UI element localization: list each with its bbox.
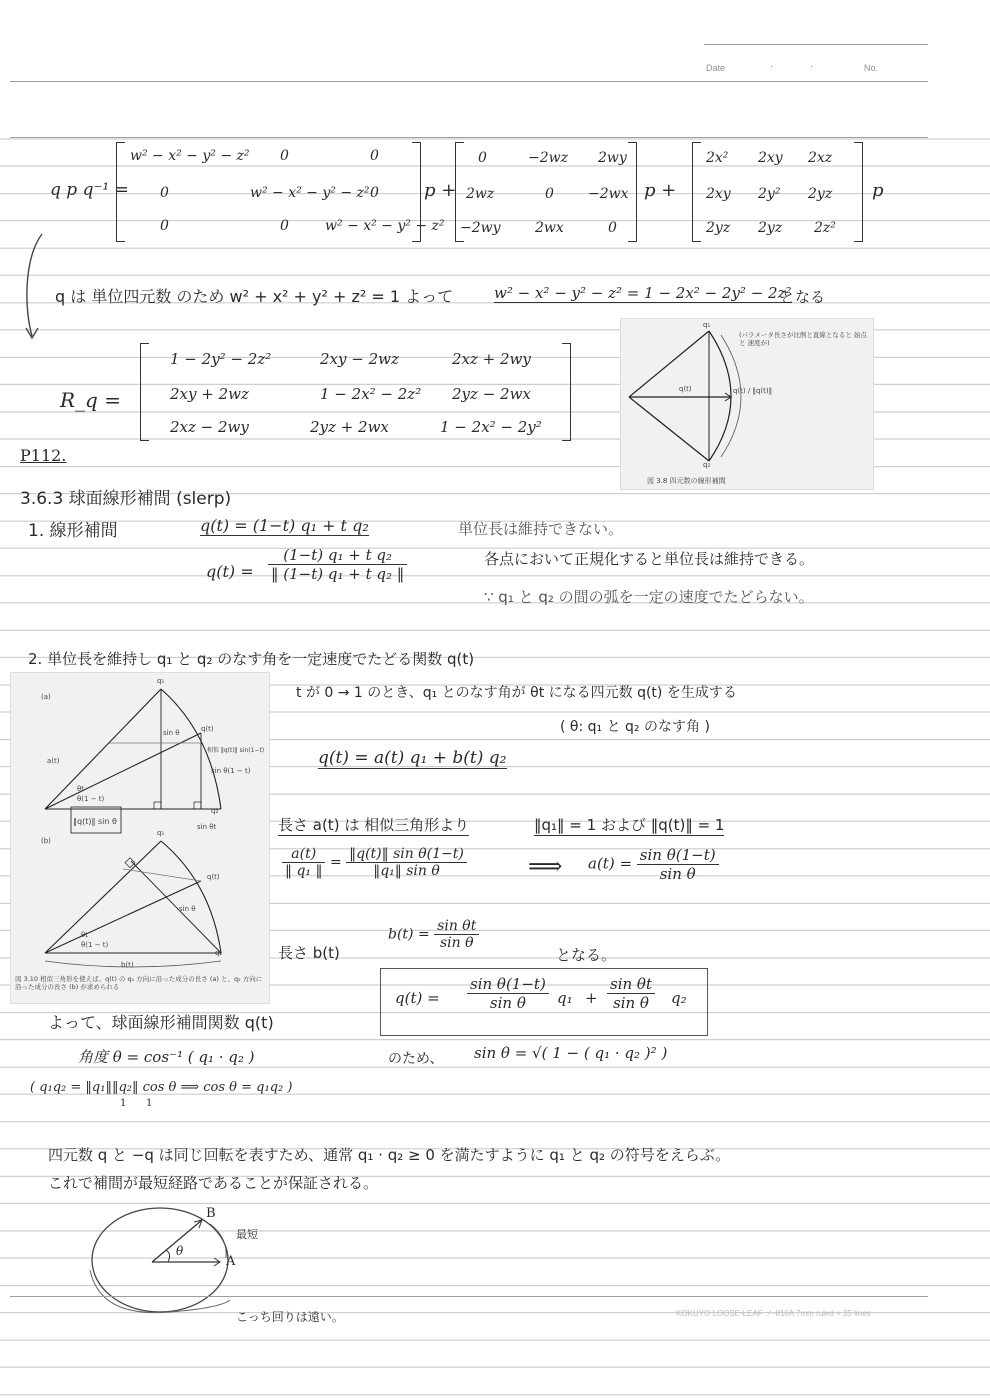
m3-cell: 2x² (706, 150, 729, 166)
ratio-rhs-num: ‖q(t)‖ sin θ(1−t) (346, 846, 467, 863)
fig310-sin-1t: sin θ(1 − t) (211, 767, 251, 775)
header-rule-main (10, 81, 928, 82)
m2-cell: 0 (545, 186, 554, 202)
fig310-sin-b: sin θ (179, 905, 196, 913)
sin-formula: sin θ = √( 1 − ( q₁ · q₂ )² ) (474, 1044, 668, 1062)
fig310-a: (a) (41, 693, 51, 701)
item2-formula: q(t) = a(t) q₁ + b(t) q₂ (318, 748, 507, 768)
item2-line2: ( θ: q₁ と q₂ のなす角 ) (560, 719, 710, 735)
trailing-p: p (872, 180, 884, 201)
header-area (0, 0, 990, 112)
a-result-num: sin θ(1−t) (637, 846, 719, 865)
final-line2: これで補間が最短経路であることが保証される。 (48, 1174, 379, 1192)
fig310-bt: b(t) (121, 961, 134, 969)
m1-cell: 0 (370, 148, 379, 164)
rq-label: R_q = (60, 388, 121, 412)
slerp-formula-box (380, 968, 708, 1036)
fig310-theta-t-a: θt (77, 785, 85, 793)
plus-p-2: p + (644, 180, 677, 201)
m3-cell: 2yz (706, 220, 731, 236)
rq-cell: 2yz + 2wx (310, 418, 389, 436)
norm-numerator: (1−t) q₁ + t q₂ (268, 546, 407, 565)
fig310-q1-a: q₁ (157, 677, 165, 685)
b-result-den: sin θ (439, 935, 474, 951)
figure-3-8 (620, 318, 874, 490)
bottom-rule (10, 1296, 928, 1297)
rq-cell: 2xz − 2wy (170, 418, 249, 436)
fig310-qt-a: q(t) (201, 725, 214, 733)
m2-cell: 0 (478, 150, 487, 166)
fig310-theta-t-b: θt (81, 931, 89, 939)
m3-cell: 2y² (758, 186, 781, 202)
m2-cell: 2wx (535, 220, 564, 236)
m2-cell: −2wx (588, 186, 629, 202)
fig310-sin-t: sin θt (197, 823, 217, 831)
date-dot: · (810, 62, 814, 73)
item2-line1: t が 0 → 1 のとき、q₁ とのなす角が θt になる四元数 q(t) を生成する (296, 685, 737, 701)
unit-quaternion-text: q は 単位四元数 のため w² + x² + y² + z² = 1 よって (55, 287, 454, 306)
fig310-b: (b) (41, 837, 51, 845)
ratio-equals: = (329, 854, 342, 871)
far-label: こっち回りは遠い。 (236, 1310, 344, 1324)
m1-cell: 0 (280, 148, 289, 164)
date-dot: · (770, 62, 774, 73)
unit-result: w² − x² − y² − z² = 1 − 2x² − 2y² − 2z² (494, 284, 792, 302)
fig310-hand-note: 相似 ‖q(t)‖ sin(1−t) (207, 747, 265, 754)
angle-formula: 角度 θ = cos⁻¹ ( q₁ · q₂ ) (78, 1048, 255, 1066)
because-text: のため、 (388, 1051, 444, 1067)
a-result-lhs: a(t) = (588, 854, 633, 873)
norm-one-2: 1 (146, 1098, 153, 1109)
matrix3-right-bracket (854, 142, 863, 242)
m3-cell: 2yz (758, 220, 783, 236)
rq-cell: 2yz − 2wx (452, 385, 531, 403)
m2-cell: 0 (608, 220, 617, 236)
b-result (388, 918, 479, 951)
m1-cell: 0 (160, 218, 169, 234)
page-reference: P112. (20, 446, 67, 465)
m3-cell: 2z² (814, 220, 836, 236)
item1-formula: q(t) = (1−t) q₁ + t q₂ (200, 516, 369, 535)
slerp-t1-num: sin θ(1−t) (467, 975, 549, 994)
fig310-q1-b: q₁ (157, 829, 165, 837)
m1-cell: w² − x² − y² − z² (250, 185, 370, 201)
fig38-q1: q₁ (703, 321, 711, 329)
item1-label: 1. 線形補間 (28, 521, 118, 541)
item1-note3: ∵ q₁ と q₂ の間の弧を一定の速度でたどらない。 (484, 588, 814, 606)
fig38-note: (パラメータ長さが比例と直線となると 始点 と 速度が) (739, 331, 867, 348)
matrix3-left-bracket (692, 142, 701, 242)
a-result (588, 846, 719, 883)
rq-cell: 2xy + 2wz (170, 385, 249, 403)
plus-p-1: p + (424, 180, 457, 201)
b-result-num: sin θt (434, 918, 479, 935)
ratio-lhs-num: a(t) (282, 846, 325, 863)
fig310-sin: sin θ (163, 729, 180, 737)
unit-suffix: となる (780, 288, 826, 306)
curved-arrow-icon (20, 228, 50, 348)
figure-3-10 (10, 672, 270, 1004)
length-condition: ‖q₁‖ = 1 および ‖q(t)‖ = 1 (534, 816, 725, 834)
fig38-caption: 図 3.8 四元数の線形補間 (647, 477, 726, 485)
fig310-q2-b: q₂ (215, 949, 223, 957)
shortest-label: 最短 (236, 1228, 258, 1241)
b-label: 長さ b(t) (278, 944, 340, 962)
theta-label: θ (176, 1244, 184, 1258)
fig310-theta-1t-b: θ(1 − t) (81, 941, 109, 949)
fig310-at: a(t) (47, 757, 60, 765)
length-title: 長さ a(t) は 相似三角形より (278, 816, 470, 834)
ratio-lhs-den: ‖ q₁ ‖ (285, 863, 323, 879)
point-b: B (206, 1206, 216, 1221)
m1-cell: 0 (370, 185, 379, 201)
m1-cell: w² − x² − y² − z² (130, 148, 250, 164)
m2-cell: −2wz (528, 150, 568, 166)
matrix2-right-bracket (628, 142, 637, 242)
conjugation-lhs: q p q⁻¹ = (50, 180, 129, 200)
fig310-theta-1t-a: θ(1 − t) (77, 795, 105, 803)
rq-cell: 1 − 2y² − 2z² (170, 350, 272, 368)
matrix1-left-bracket (116, 142, 125, 242)
m1-cell: 0 (280, 218, 289, 234)
final-line1: 四元数 q と −q は同じ回転を表すため、通常 q₁ · q₂ ≥ 0 を満たすように q₁ と q₂ の符号をえらぶ。 (48, 1146, 731, 1164)
no-label: No. (864, 63, 879, 73)
rq-cell: 2xz + 2wy (452, 350, 531, 368)
m3-cell: 2xy (706, 186, 731, 202)
item1-note2: 各点において正規化すると単位長は維持できる。 (484, 550, 815, 568)
m2-cell: 2wz (466, 186, 495, 202)
m1-cell: 0 (160, 185, 169, 201)
ratio-rhs-den: ‖q₁‖ sin θ (373, 863, 440, 879)
rq-right-bracket (562, 343, 571, 441)
conclusion-line1: よって、球面線形補間関数 q(t) (48, 1013, 274, 1032)
rq-cell: 2xy − 2wz (320, 350, 399, 368)
slerp-term1 (467, 975, 549, 1012)
slerp-t2-den: sin θ (613, 994, 649, 1012)
slerp-t2-num: sin θt (607, 975, 655, 994)
m3-cell: 2xy (758, 150, 783, 166)
slerp-term2 (607, 975, 655, 1012)
slerp-q1: q₁ (557, 989, 573, 1007)
fig38-qt: q(t) (679, 385, 692, 393)
ruled-line-first (10, 137, 928, 138)
item2-label: 2. 単位長を維持し q₁ と q₂ のなす角を一定速度でたどる関数 q(t) (28, 650, 475, 668)
m3-cell: 2yz (808, 186, 833, 202)
b-suffix: となる。 (556, 946, 617, 964)
m2-cell: −2wy (460, 220, 501, 236)
item1-norm-frac (268, 546, 407, 583)
slerp-t1-den: sin θ (489, 994, 526, 1012)
fig310-boxed-note: ‖q(t)‖ sin θ (73, 817, 117, 826)
fig310-q2-a: q₂ (211, 807, 219, 815)
fig310-qt-b: q(t) (207, 873, 220, 881)
length-ratio (282, 846, 467, 879)
b-result-lhs: b(t) = (388, 926, 430, 943)
fig38-qt-norm: q(t) / ‖q(t)‖ (733, 387, 773, 395)
item1-norm-lhs: q(t) = (206, 562, 254, 581)
m2-cell: 2wy (598, 150, 627, 166)
m1-cell: w² − x² − y² − z² (325, 218, 445, 234)
point-a: A (226, 1254, 236, 1269)
slerp-q2: q₂ (671, 989, 687, 1007)
dot-product-note: ( q₁q₂ = ‖q₁‖‖q₂‖ cos θ ⟹ cos θ = q₁q₂ ) (30, 1080, 293, 1095)
fig310-caption: 図 3.10 相似三角形を使えば、q(t) の q₁ 方向に沿った成分の長さ (a) と、q₂ 方向に沿った成分の長さ (b) が求められる (15, 975, 263, 992)
rq-left-bracket (140, 343, 149, 441)
footer-brand: KOKUYO LOOSE-LEAF ノ-816A 7mm ruled × 35 lines (676, 1309, 871, 1318)
rq-cell: 1 − 2x² − 2z² (320, 385, 422, 403)
a-result-den: sin θ (659, 865, 696, 883)
norm-denominator: ‖ (1−t) q₁ + t q₂ ‖ (271, 565, 405, 583)
m3-cell: 2xz (808, 150, 833, 166)
implies-arrow: ⟹ (528, 852, 563, 880)
header-rule (704, 44, 928, 45)
fig38-q2: q₂ (703, 461, 711, 469)
rq-cell: 1 − 2x² − 2y² (440, 418, 542, 436)
section-title: 3.6.3 球面線形補間 (slerp) (20, 489, 232, 509)
date-label: Date (706, 63, 726, 73)
norm-one-1: 1 (120, 1098, 127, 1109)
item1-note1: 単位長は維持できない。 (458, 520, 624, 538)
slerp-lhs: q(t) = (395, 989, 440, 1007)
slerp-plus: + (585, 989, 598, 1007)
